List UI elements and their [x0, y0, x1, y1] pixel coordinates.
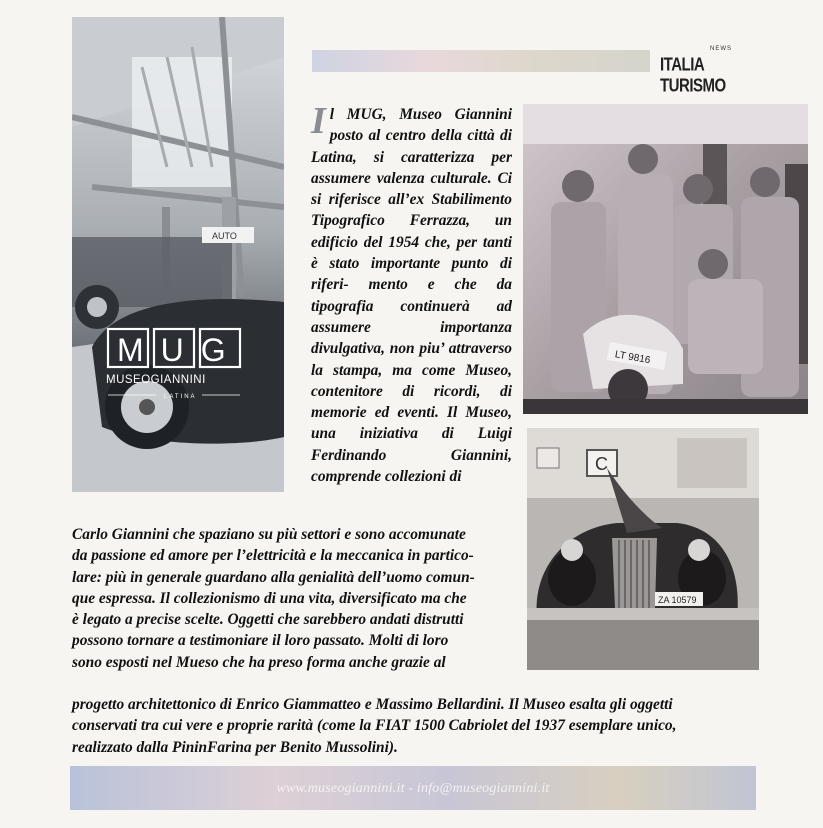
article-line: progetto architettonico di Enrico Giammatteo e Massimo Bellardini. Il Museo esalta gli oggetti	[72, 696, 673, 713]
car-plate: ZA 10579	[658, 595, 697, 605]
article-line: è legato a precise scelte. Oggetti che sarebbero andati distrutti	[72, 611, 464, 629]
fiat-cabriolet-photo	[527, 428, 759, 670]
article-column	[311, 100, 512, 487]
article-line: realizzato dalla PininFarina per Benito Mussolini).	[72, 738, 398, 756]
article-line: Carlo Giannini che spaziano su più settori e sono accomunate	[72, 526, 466, 543]
museum-sign: AUTO	[212, 231, 237, 241]
mug-logo-name: MUSEOGIANNINI	[106, 374, 206, 386]
article-line: da passione ed amore per l’elettricità e la meccanica in partico-	[72, 547, 474, 565]
mug-logo-text: MUG	[117, 332, 243, 368]
article-line: sono esposti nel Mueso che ha preso forma anche grazie al	[72, 653, 446, 671]
scooter-plate: LT 9816	[613, 349, 652, 367]
article-line: lare: più in generale guardano alla genialità dell’uomo comun-	[72, 568, 475, 586]
brand-name: ITALIA TURISMO	[660, 54, 726, 97]
museum-interior-photo	[72, 17, 284, 492]
article-mid-block	[72, 524, 518, 673]
article-column-text: l MUG, Museo Giannini posto al centro della città di Latina, si caratterizza per assumere valenza culturale. Ci si riferisce all’ex Stabilimento Tipografico Ferrazza, un edificio del 1954 che, per tanti è stato importante punto di riferi- mento e che da tipografia continuerà ad assumere importanza divulgativa, non piu’ attraverso la stampa, ma come Museo, contenitore di ricordi, di memorie ed eventi. Il Museo, una iniziativa di Luigi Ferdinando Giannini, comprende collezioni di	[311, 106, 512, 486]
mug-logo-city: LATINA	[164, 394, 197, 400]
brand-tag: NEWS	[710, 46, 732, 52]
museum-wall-sign: C	[595, 454, 608, 474]
article-line: conservati tra cui vere e proprie rarità (come la FIAT 1500 Cabriolet del 1937 esemplare unico,	[72, 717, 677, 735]
article-line: que espressa. Il collezionismo di una vita, diversificato ma che	[72, 589, 467, 607]
article-bottom-block	[72, 694, 772, 758]
mechanics-group-photo	[523, 104, 808, 414]
brand-logo	[660, 46, 755, 97]
article-line: possono tornare a testimoniare il loro passato. Molti di loro	[72, 632, 449, 650]
footer-band	[70, 766, 756, 810]
header-band	[312, 50, 650, 72]
footer-contact: www.museogiannini.it - info@museogiannini.it	[276, 781, 550, 796]
drop-cap: I	[311, 100, 326, 142]
